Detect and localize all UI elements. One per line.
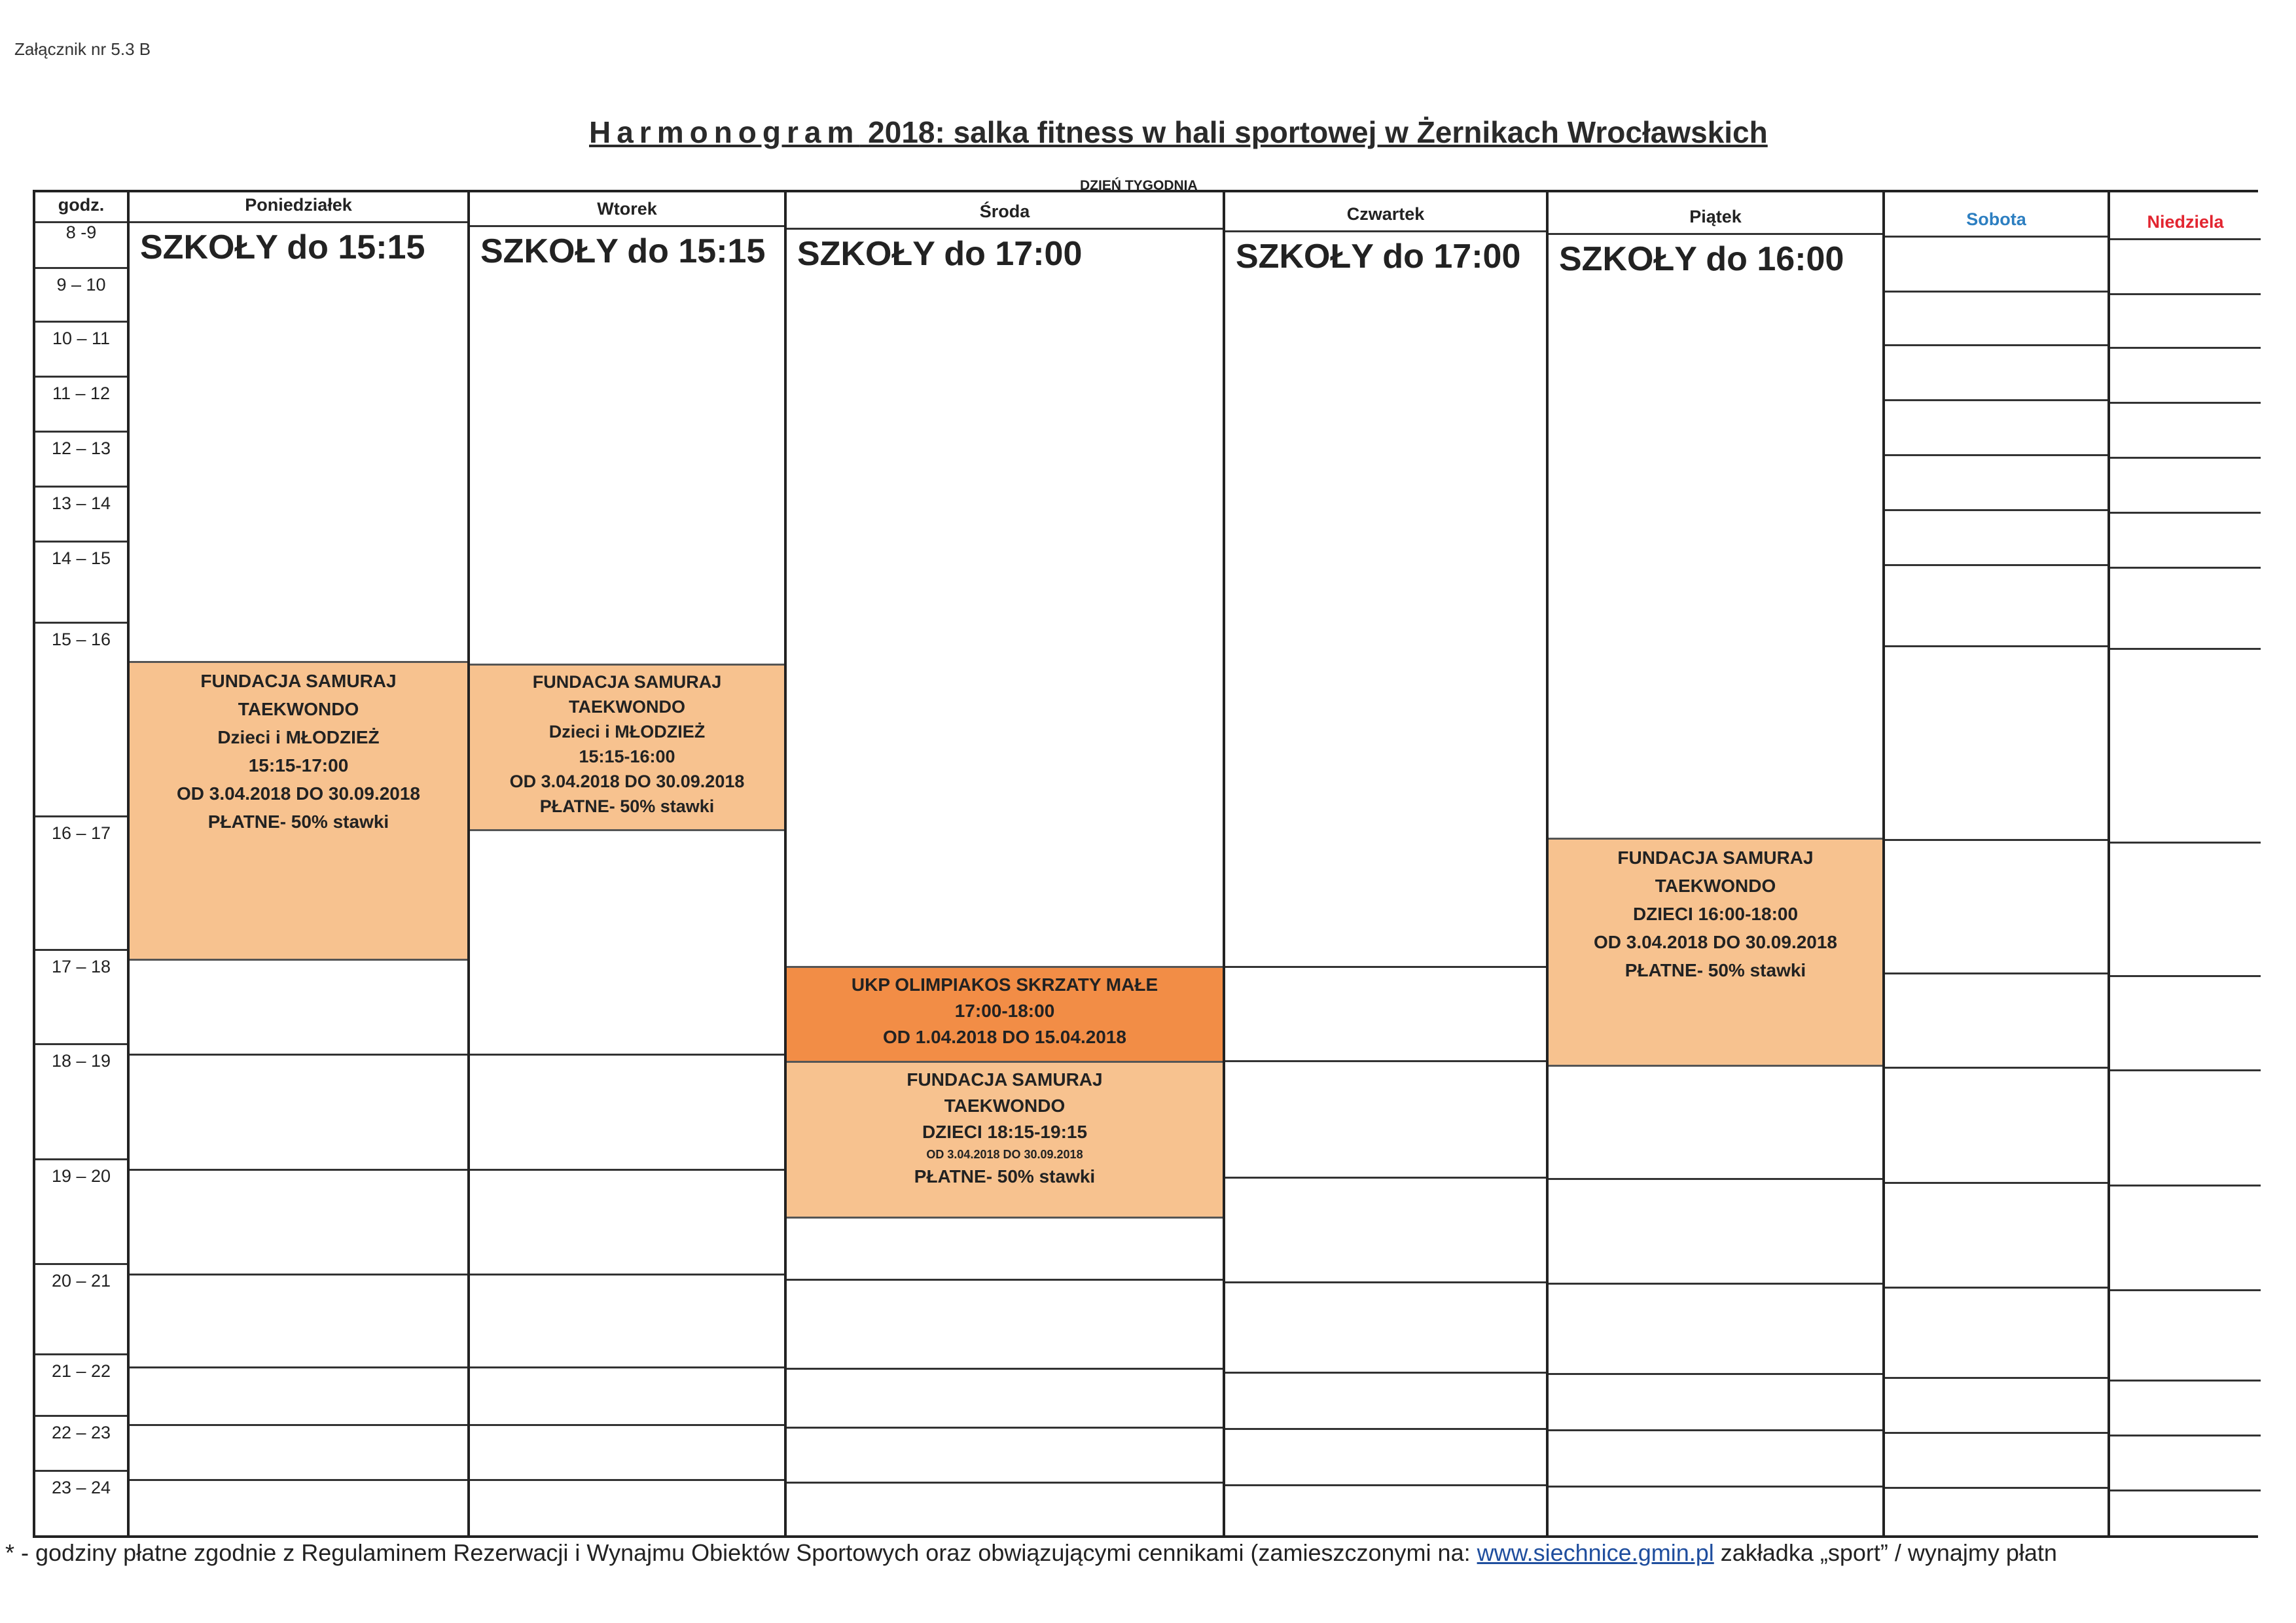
row-rule xyxy=(2110,293,2261,295)
row-rule xyxy=(130,1479,467,1481)
day-header-tuesday: Wtorek xyxy=(597,199,657,219)
booking-block-wednesday-samuraj xyxy=(787,1063,1223,1219)
hour-label: 9 – 10 xyxy=(56,275,106,294)
row-rule xyxy=(35,376,127,378)
row-rule xyxy=(2110,402,2261,404)
block-line: UKP OLIMPIAKOS SKRZATY MAŁE xyxy=(851,974,1158,995)
hour-label: 21 – 22 xyxy=(51,1361,111,1381)
school-hours-wednesday: SZKOŁY do 17:00 xyxy=(797,235,1083,273)
row-rule xyxy=(35,541,127,543)
row-rule xyxy=(1885,1182,2108,1184)
weekday-subheader: DZIEŃ TYGODNIA xyxy=(1080,178,1198,193)
block-line: OD 3.04.2018 DO 30.09.2018 xyxy=(509,772,745,791)
row-rule xyxy=(35,267,127,269)
block-line: OD 3.04.2018 DO 30.09.2018 xyxy=(1593,932,1838,952)
row-rule xyxy=(470,1424,784,1426)
column-monday xyxy=(127,190,467,1538)
row-rule xyxy=(1885,1287,2108,1289)
hour-label: 15 – 16 xyxy=(51,630,111,649)
schedule-table xyxy=(33,190,2258,1538)
row-rule xyxy=(1885,1067,2108,1069)
block-line: DZIECI 18:15-19:15 xyxy=(922,1122,1088,1142)
footnote-tail: zakładka „sport” / wynajmy płatn xyxy=(1713,1539,2057,1566)
hour-label: 14 – 15 xyxy=(51,548,111,568)
row-rule xyxy=(1885,454,2108,456)
row-rule xyxy=(35,1158,127,1160)
row-rule xyxy=(2110,1380,2261,1382)
row-rule xyxy=(2110,347,2261,349)
row-rule xyxy=(1885,645,2108,647)
block-line: PŁATNE- 50% stawki xyxy=(207,812,389,832)
block-line: PŁATNE- 50% stawki xyxy=(914,1166,1096,1186)
block-line: Dzieci i MŁODZIEŻ xyxy=(217,727,380,747)
row-rule xyxy=(470,1169,784,1171)
row-rule xyxy=(1885,1432,2108,1434)
row-rule xyxy=(2110,1489,2261,1491)
row-rule xyxy=(2110,1069,2261,1071)
footnote xyxy=(5,1539,2057,1567)
row-rule xyxy=(2110,457,2261,459)
day-header-monday: Poniedziałek xyxy=(245,195,352,215)
day-header-saturday: Sobota xyxy=(1966,209,2026,229)
hour-label: 11 – 12 xyxy=(52,383,111,403)
row-rule xyxy=(35,486,127,488)
header-rule xyxy=(2110,238,2261,240)
row-rule xyxy=(1549,1283,1882,1285)
row-rule xyxy=(2110,1185,2261,1186)
footnote-text: * - godziny płatne zgodnie z Regulaminem Rezerwacji i Wynajmu Obiektów Sportowych oraz obwiązującymi cennikami (zamieszczonymi na: xyxy=(5,1539,1477,1566)
block-line: FUNDACJA SAMURAJ xyxy=(906,1069,1103,1090)
header-rule xyxy=(130,221,467,223)
title-rest: 2018: salka fitness w hali sportowej w Żernikach Wrocławskich xyxy=(859,115,1768,149)
row-rule xyxy=(787,1368,1223,1370)
block-line: Dzieci i MŁODZIEŻ xyxy=(548,722,706,741)
block-line: FUNDACJA SAMURAJ xyxy=(1617,847,1814,868)
header-rule xyxy=(470,225,784,227)
hour-label: 10 – 11 xyxy=(52,329,111,348)
row-rule xyxy=(787,1427,1223,1429)
block-line: 15:15-16:00 xyxy=(579,747,675,766)
row-rule xyxy=(470,1366,784,1368)
hour-label: 16 – 17 xyxy=(51,823,111,843)
row-rule xyxy=(130,1366,467,1368)
header-rule xyxy=(787,228,1223,230)
block-line: OD 3.04.2018 DO 30.09.2018 xyxy=(926,1148,1083,1161)
row-rule xyxy=(470,1274,784,1275)
row-rule xyxy=(1885,564,2108,566)
row-rule xyxy=(35,815,127,817)
row-rule xyxy=(2110,842,2261,844)
day-header-friday: Piątek xyxy=(1689,207,1742,226)
block-line: FUNDACJA SAMURAJ xyxy=(532,672,722,692)
row-rule xyxy=(130,1054,467,1056)
column-wednesday xyxy=(784,190,1223,1538)
block-line: OD 3.04.2018 DO 30.09.2018 xyxy=(176,783,421,804)
website-link[interactable]: www.siechnice.gmin.pl xyxy=(1477,1539,1714,1566)
booking-block-tuesday xyxy=(470,664,784,831)
hour-label: 19 – 20 xyxy=(51,1166,111,1186)
row-rule xyxy=(130,1169,467,1171)
row-rule xyxy=(1885,972,2108,974)
column-saturday xyxy=(1882,190,2108,1538)
attachment-label: Załącznik nr 5.3 B xyxy=(14,39,151,59)
block-line: TAEKWONDO xyxy=(944,1096,1066,1116)
row-rule xyxy=(35,1263,127,1265)
block-line: OD 1.04.2018 DO 15.04.2018 xyxy=(882,1027,1127,1047)
row-rule xyxy=(1549,1429,1882,1431)
row-rule xyxy=(1549,1486,1882,1488)
school-hours-friday: SZKOŁY do 16:00 xyxy=(1559,240,1844,278)
row-rule xyxy=(1885,509,2108,511)
hour-label: 18 – 19 xyxy=(51,1051,111,1071)
row-rule xyxy=(2110,1435,2261,1436)
row-rule xyxy=(1885,839,2108,841)
hour-label: 13 – 14 xyxy=(51,493,111,513)
column-sunday xyxy=(2108,190,2261,1538)
row-rule xyxy=(1549,1178,1882,1180)
header-rule xyxy=(1885,236,2108,238)
row-rule xyxy=(130,1274,467,1275)
hour-label: 12 – 13 xyxy=(51,438,111,458)
booking-block-friday xyxy=(1549,838,1882,1067)
row-rule xyxy=(1225,1281,1546,1283)
hour-label: 20 – 21 xyxy=(51,1271,111,1291)
day-header-wednesday: Środa xyxy=(979,202,1030,221)
block-line: TAEKWONDO xyxy=(1655,876,1776,896)
row-rule xyxy=(2110,648,2261,650)
row-rule xyxy=(1225,1060,1546,1062)
column-friday xyxy=(1546,190,1882,1538)
row-rule xyxy=(470,1479,784,1481)
block-line: TAEKWONDO xyxy=(238,699,359,719)
row-rule xyxy=(1225,1428,1546,1430)
hour-label: 22 – 23 xyxy=(51,1423,111,1442)
hour-label: 8 -9 xyxy=(65,223,97,242)
title-spaced-word: Harmonogram xyxy=(589,115,860,149)
row-rule xyxy=(35,1470,127,1472)
row-rule xyxy=(1549,1373,1882,1375)
row-rule xyxy=(1885,1377,2108,1379)
booking-block-monday xyxy=(130,661,467,961)
row-rule xyxy=(1885,1487,2108,1489)
row-rule xyxy=(2110,1289,2261,1291)
school-hours-tuesday: SZKOŁY do 15:15 xyxy=(480,232,766,270)
row-rule xyxy=(787,1279,1223,1281)
booking-block-wednesday-ukp xyxy=(787,966,1223,1063)
row-rule xyxy=(35,1415,127,1417)
hours-header: godz. xyxy=(58,195,105,215)
block-line: 17:00-18:00 xyxy=(954,1001,1055,1021)
row-rule xyxy=(470,1054,784,1056)
page-title xyxy=(589,115,1768,150)
block-line: 15:15-17:00 xyxy=(248,755,349,776)
block-line: TAEKWONDO xyxy=(569,697,685,717)
block-line: FUNDACJA SAMURAJ xyxy=(200,671,397,691)
hours-column xyxy=(33,190,127,1538)
row-rule xyxy=(2110,975,2261,977)
row-rule xyxy=(1225,1177,1546,1179)
day-header-sunday: Niedziela xyxy=(2147,212,2224,232)
row-rule xyxy=(35,1353,127,1355)
school-hours-monday: SZKOŁY do 15:15 xyxy=(140,228,425,266)
school-hours-thursday: SZKOŁY do 17:00 xyxy=(1236,238,1521,276)
row-rule xyxy=(1885,291,2108,293)
row-rule xyxy=(35,321,127,323)
column-tuesday xyxy=(467,190,784,1538)
hour-label: 17 – 18 xyxy=(51,957,111,976)
row-rule xyxy=(35,1043,127,1045)
row-rule xyxy=(130,1424,467,1426)
row-rule xyxy=(35,949,127,951)
row-rule xyxy=(2110,567,2261,569)
day-header-thursday: Czwartek xyxy=(1346,204,1425,224)
row-rule xyxy=(35,431,127,433)
row-rule xyxy=(1225,1484,1546,1486)
row-rule xyxy=(787,1482,1223,1484)
row-rule xyxy=(1225,966,1546,968)
header-rule xyxy=(1549,233,1882,235)
row-rule xyxy=(2110,512,2261,514)
hour-label: 23 – 24 xyxy=(51,1478,111,1497)
header-rule xyxy=(1225,230,1546,232)
row-rule xyxy=(1225,1372,1546,1374)
row-rule xyxy=(1885,344,2108,346)
block-line: PŁATNE- 50% stawki xyxy=(539,796,715,816)
column-thursday xyxy=(1223,190,1546,1538)
row-rule xyxy=(1885,399,2108,401)
block-line: PŁATNE- 50% stawki xyxy=(1624,960,1806,980)
block-line: DZIECI 16:00-18:00 xyxy=(1632,904,1799,924)
row-rule xyxy=(35,622,127,624)
